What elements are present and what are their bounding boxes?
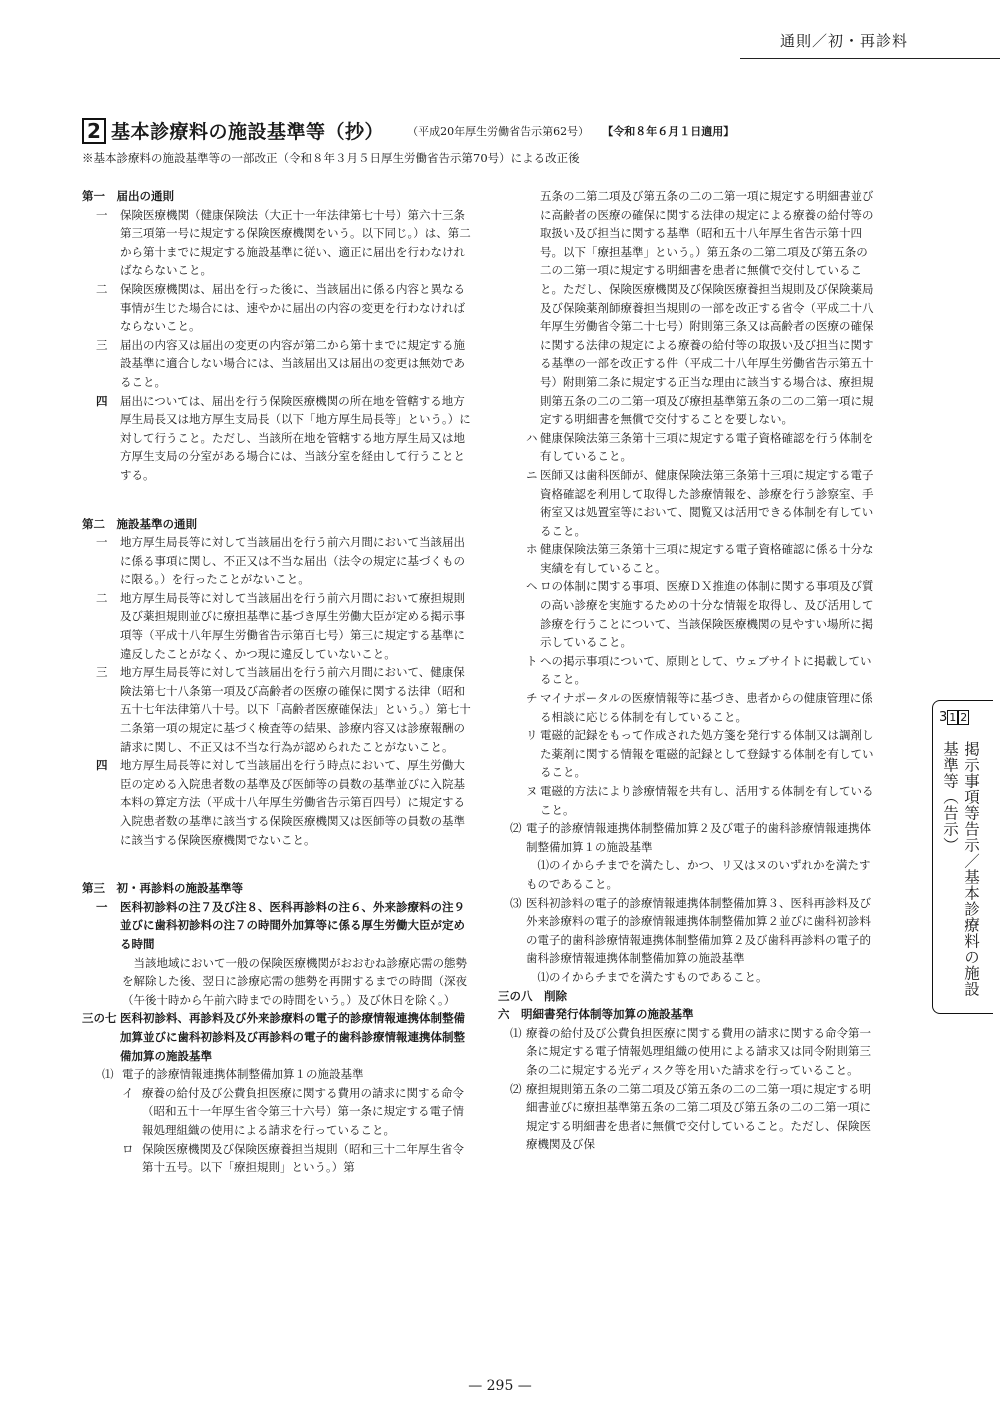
chapter-title: 掲示事項等告示／基本診療料の施設基準等（告示） bbox=[941, 741, 980, 997]
list-item: 三 地方厚生局長等に対して当該届出を行う前六月間において、健康保険法第七十八条第一項及び高齢者の医療の確保に関する法律（昭和五十七年法律第八十号。以下「高齢者医療確保法」という。）第七十二条第一項の規定に基づく検査等の結果、診療内容又は診療報酬の請求に関し、不正又は不当な行為が認められたことがないこと。 bbox=[96, 665, 471, 754]
item-body: ⑴のイからチまでを満たし、かつ、リ又はヌのいずれかを満たすものであること。 bbox=[526, 858, 871, 891]
amendment-note: ※基本診療料の施設基準等の一部改正（令和８年３月５日厚生労働省告示第70号）による改正後 bbox=[82, 151, 580, 165]
item-body: 当該地域において一般の保険医療機関がおおむね診療応需の態勢を解除した後、翌日に診療応需の態勢を再開するまでの時間（深夜（午後十時から午前六時までの時間をいう。）及び休日を除く。） bbox=[122, 955, 467, 1007]
kana-item: リ 電磁的記録をもって作成された処方箋を発行する体制又は調剤した薬剤に関する情報を電磁的記録として登録する体制を有していること。 bbox=[526, 728, 874, 780]
title-reference: （平成20年厚生労働省告示第62号） bbox=[407, 124, 590, 138]
header-rule bbox=[740, 58, 1000, 59]
section-heading: 第二 施設基準の通則 bbox=[82, 516, 197, 531]
section-heading: 第三 初・再診料の施設基準等 bbox=[82, 881, 243, 896]
chapter-index-tab bbox=[932, 700, 993, 1014]
kana-item: チ マイナポータルの医療情報等に基づき、患者からの健康管理に係る相談に応じる体制を有していること。 bbox=[526, 691, 873, 724]
kana-item: ホ 健康保険法第三条第十三項に規定する電子資格確認に係る十分な実績を有していること。 bbox=[526, 542, 874, 575]
title-number-box: 2 bbox=[82, 118, 106, 144]
title-main: 基本診療料の施設基準等（抄） bbox=[111, 121, 385, 143]
title-effective-date: 【令和８年６月１日適用】 bbox=[602, 124, 735, 138]
list-item: 三の七 医科初診料、再診料及び外来診療料の電子的診療情報連携体制整備加算並びに歯科初診料及び再診料の電子的歯科診療情報連携体制整備加算の施設基準 bbox=[82, 1011, 465, 1063]
list-item: 三 届出の内容又は届出の変更の内容が第二から第十までに規定する施設基準に適合しない場合には、当該届出又は届出の変更は無効であること。 bbox=[96, 337, 465, 389]
kana-item: ヌ 電磁的方法により診療情報を共有し、活用する体制を有していること。 bbox=[526, 784, 874, 817]
numbered-item: ⑴ 電子的診療情報連携体制整備加算１の施設基準 bbox=[102, 1067, 364, 1082]
running-header: 通則／初・再診料 bbox=[779, 32, 908, 50]
list-item: 一 保険医療機関（健康保険法（大正十一年法律第七十号）第六十三条第三項第一号に規定する保険医療機関をいう。以下同じ。）は、第二から第十までに規定する施設基準に従い、適正に届出を行わなければならないこと。 bbox=[96, 207, 471, 278]
kana-item: ロ 保険医療機関及び保険医療養担当規則（昭和三十二年厚生省令第十五号。以下「療担規則」という。）第 bbox=[122, 1141, 464, 1175]
numbered-item: ⑴ 療養の給付及び公費負担医療に関する費用の請求に関する命令第一条に規定する電子情報処理組織の使用による請求又は同令附則第三条の二に規定する光ディスク等を用いた請求を行っていること。 bbox=[510, 1025, 871, 1077]
continued-text: 五条の二第二項及び第五条の二の二第一項に規定する明細書並びに高齢者の医療の確保に関する法律の規定による療養の給付等の取扱い及び担当に関する基準（昭和五十八年厚生省告示第十四号。以下「療担基準」という。）第五条の二第二項及び第五条の二の二第一項に規定する明細書を患者に無償で交付していること。ただし、保険医療機関及び保険医療養担当規則及び保険薬局及び保険薬剤師療養担当規則の一部を改正する省令（平成二十八年厚生労働省令第二十七号）附則第三条又は高齢者の医療の確保に関する法律の規定による療養の給付等の取扱い及び担当に関する基準の一部を改正する件（平成二十八年厚生労働省告示第五十号）附則第二条に規定する正当な理由に該当する場合は、療担規則第五条の二の二第一項及び療担基準第五条の二の二第一項に規定する明細書を無償で交付することを要しない。 bbox=[540, 189, 874, 427]
list-item: 四 地方厚生局長等に対して当該届出を行う時点において、厚生労働大臣の定める入院患者数の基準及び医師等の員数の基準並びに入院基本料の算定方法（平成十八年厚生労働省告示第百四号）に規定する入院患者数の基準に該当する保険医療機関又は医師等の員数の基準に該当する保険医療機関でないこと。 bbox=[96, 758, 465, 847]
kana-item: ニ 医師又は歯科医師が、健康保険法第三条第十三項に規定する電子資格確認を利用して取得した診療情報を、診療を行う診察室、手術室又は処置室等において、閲覧又は活用できる体制を有していること。 bbox=[526, 467, 874, 538]
list-item: 一 地方厚生局長等に対して当該届出を行う前六月間において当該届出に係る事項に関し、不正又は不当な届出（法令の規定に基づくものに限る。）を行ったことがないこと。 bbox=[96, 535, 465, 587]
list-item: 四 届出については、届出を行う保険医療機関の所在地を管轄する地方厚生局長又は地方厚生支局長（以下「地方厚生局長等」という。）に対して行うこと。ただし、当該所在地を管轄する地方厚生局又は地方厚生支局の分室がある場合には、当該分室を経由して行うこととする。 bbox=[96, 393, 471, 482]
section-heading: 六 明細書発行体制等加算の施設基準 bbox=[498, 1007, 694, 1022]
chapter-code: 3 1 2 bbox=[939, 710, 968, 725]
right-column bbox=[498, 187, 878, 1154]
document-title bbox=[82, 117, 942, 144]
kana-item: ト への掲示事項について、原則として、ウェブサイトに掲載していること。 bbox=[526, 653, 872, 687]
kana-item: ハ 健康保険法第三条第十三項に規定する電子資格確認を行う体制を有していること。 bbox=[526, 430, 874, 464]
list-item: 二 地方厚生局長等に対して当該届出を行う前六月間において療担規則及び薬担規則並びに療担基準に基づき厚生労働大臣が定める掲示事項等（平成十八年厚生労働省告示第百七号）第三に規定する基準に違反したことがなく、かつ現に違反していないこと。 bbox=[96, 590, 465, 661]
list-item: 二 保険医療機関は、届出を行った後に、当該届出に係る内容と異なる事情が生じた場合には、速やかに届出の内容の変更を行わなければならないこと。 bbox=[96, 281, 465, 334]
section-heading: 第一 届出の通則 bbox=[82, 189, 174, 203]
list-item: 一 医科初診料の注７及び注８、医科再診料の注６、外来診療料の注９並びに歯科初診料の注７の時間外加算等に係る厚生労働大臣が定める時間 bbox=[96, 899, 465, 951]
kana-item: ヘ ロの体制に関する事項、医療ＤＸ推進の体制に関する事項及び質の高い診療を実施するための十分な情報を取得し、及び活用して診療を行うことについて、当該保険医療機関の見やすい場所に掲示していること。 bbox=[526, 579, 874, 650]
page-number: — 295 — bbox=[468, 1378, 532, 1394]
left-column bbox=[82, 187, 474, 1177]
item-body: ⑴のイからチまでを満たすものであること。 bbox=[537, 969, 768, 984]
numbered-item: ⑶ 医科初診料の電子的診療情報連携体制整備加算３、医科再診料及び外来診療料の電子的診療情報連携体制整備加算２並びに歯科初診料の電子的歯科診療情報連携体制整備加算２及び歯科再診料の電子的歯科診療情報連携体制整備加算の施設基準 bbox=[510, 895, 871, 966]
numbered-item: ⑵ 療担規則第五条の二第二項及び第五条の二の二第一項に規定する明細書並びに療担基準第五条の二第二項及び第五条の二の二第一項に規定する明細書を患者に無償で交付していること。ただし、保険医療機関及び保 bbox=[510, 1081, 871, 1152]
section-heading: 三の八 削除 bbox=[498, 988, 567, 1003]
kana-item: イ 療養の給付及び公費負担医療に関する費用の請求に関する命令（昭和五十一年厚生省令第三十六号）第一条に規定する電子情報処理組織の使用による請求を行っていること。 bbox=[122, 1085, 464, 1137]
numbered-item: ⑵ 電子的診療情報連携体制整備加算２及び電子的歯科診療情報連携体制整備加算１の施設基準 bbox=[510, 821, 871, 854]
